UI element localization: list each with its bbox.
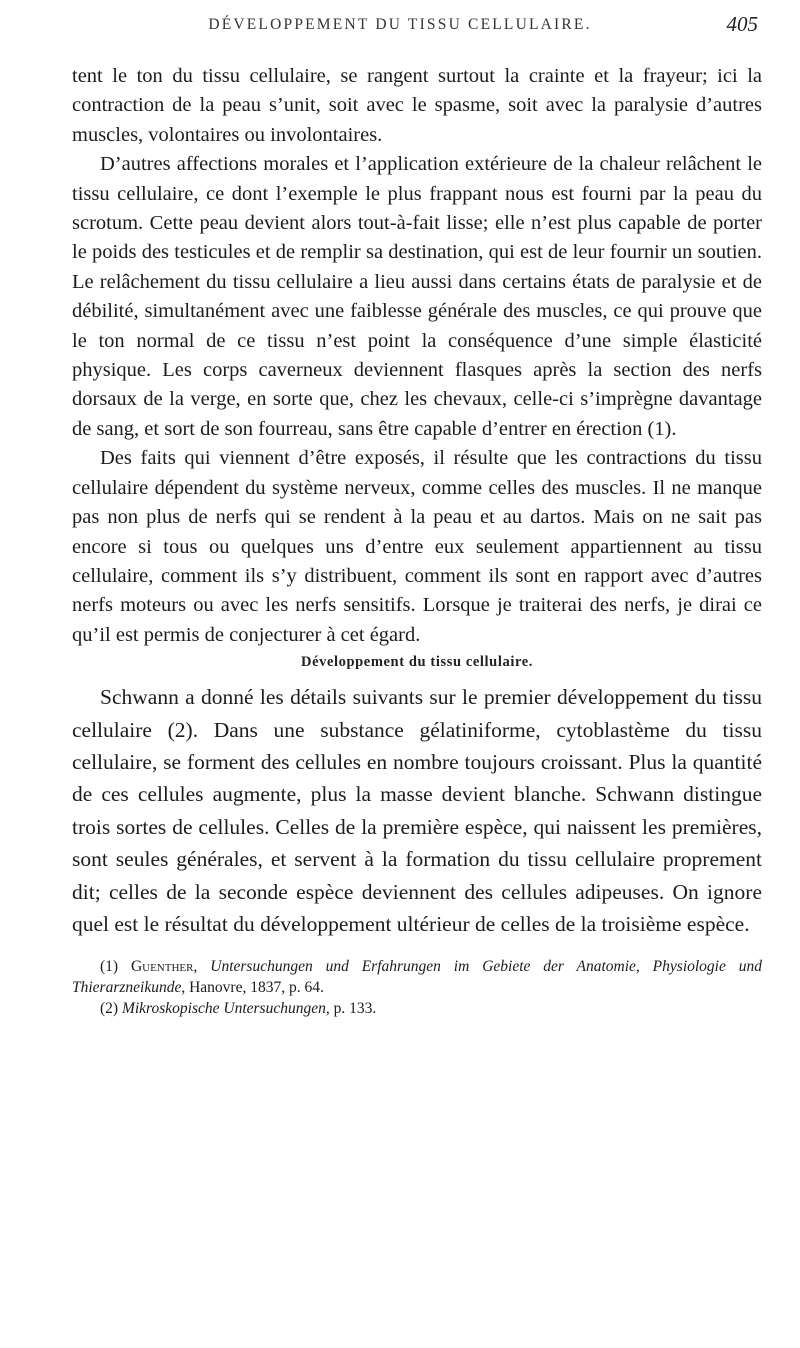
footnote-2 <box>72 998 762 1019</box>
paragraph-nervous-system: Des faits qui viennent d’être exposés, il résulte que les contractions du tissu cellulaire dépendent du système nerveux, comme celles des muscles. Il ne manque pas non plus de nerfs qui se rendent à la peau et au dartos. Mais on ne sait pas encore si tous ou quelques uns d’entre eux seulement appartiennent au tissu cellulaire, comment ils s’y distribuent, comment ils sont en rapport avec d’autres nerfs moteurs ou avec les nerfs sensitifs. Lorsque je traiterai des nerfs, je dirai ce qu’il est permis de conjecturer à cet égard. <box>72 447 762 646</box>
running-head <box>40 6 760 46</box>
footnote-1 <box>72 956 762 998</box>
section-heading: Développement du tissu cellulaire. <box>301 654 533 671</box>
footnote-author: Guenther <box>130 958 194 976</box>
paragraph-schwann: Schwann a donné les détails suivants sur le premier développement du tissu cellulaire (2). Dans une substance gélatiniforme, cytoblastème du tissu cellulaire, se forment des cellules en nombre toujours croissant. Plus la quantité de ces cellules augmente, plus la masse devient blanche. Schwann distingue trois sortes de cellules. Celles de la première espèce, qui naissent les premières, sont seules générales, et servent à la formation du tissu cellulaire proprement dit; celles de la seconde espèce deviennent des cellules adipeuses. On ignore quel est le résultat du développement ultérieur de celles de la troisième espèce. <box>72 685 762 936</box>
footnote-separator: , <box>193 958 211 976</box>
footnote-marker: (1) <box>100 958 131 976</box>
body-text <box>72 62 762 1019</box>
footnote-rest: , p. 133. <box>325 1000 377 1018</box>
paragraph-continuation: tent le ton du tissu cellulaire, se rangent surtout la crainte et la frayeur; ici la contraction de la peau s’unit, soit avec le spasme, soit avec la paralysie d’autres muscles, volontaires ou involontaires. <box>72 65 762 146</box>
footnote-rest: , Hanovre, 1837, p. 64. <box>181 979 324 997</box>
footnote-title: Mikroskopische Untersuchungen <box>121 1000 326 1018</box>
footnote-title: Untersuchungen und Erfahrungen im Gebiete der Anatomie, Physiologie und Thierarzneikunde <box>72 958 762 997</box>
paragraph-relaxation: D’autres affections morales et l’application extérieure de la chaleur relâchent le tissu cellulaire, ce dont l’exemple le plus frappant nous est fourni par la peau du scrotum. Cette peau devient alors tout-à-fait lisse; elle n’est plus capable de porter le poids des testicules et de remplir sa destination, qui est de leur fournir un soutien. Le relâchement du tissu cellulaire a lieu aussi dans certains états de paralysie et de débilité, simultanément avec une faiblesse générale des muscles, ce qui prouve que le ton normal de ce tissu n’est point la conséquence d’une simple élasticité physique. Les corps caverneux deviennent flasques après la section des nerfs dorsaux de la verge, en sorte que, chez les chevaux, celle-ci s’imprègne davantage de sang, et sort de son fourreau, sans être capable d’entrer en érection (1). <box>72 153 762 440</box>
page-number: 405 <box>726 12 758 36</box>
footnote-marker: (2) <box>100 1000 122 1018</box>
running-title: DÉVELOPPEMENT DU TISSU CELLULAIRE. <box>208 16 592 33</box>
footnotes <box>72 956 762 1019</box>
